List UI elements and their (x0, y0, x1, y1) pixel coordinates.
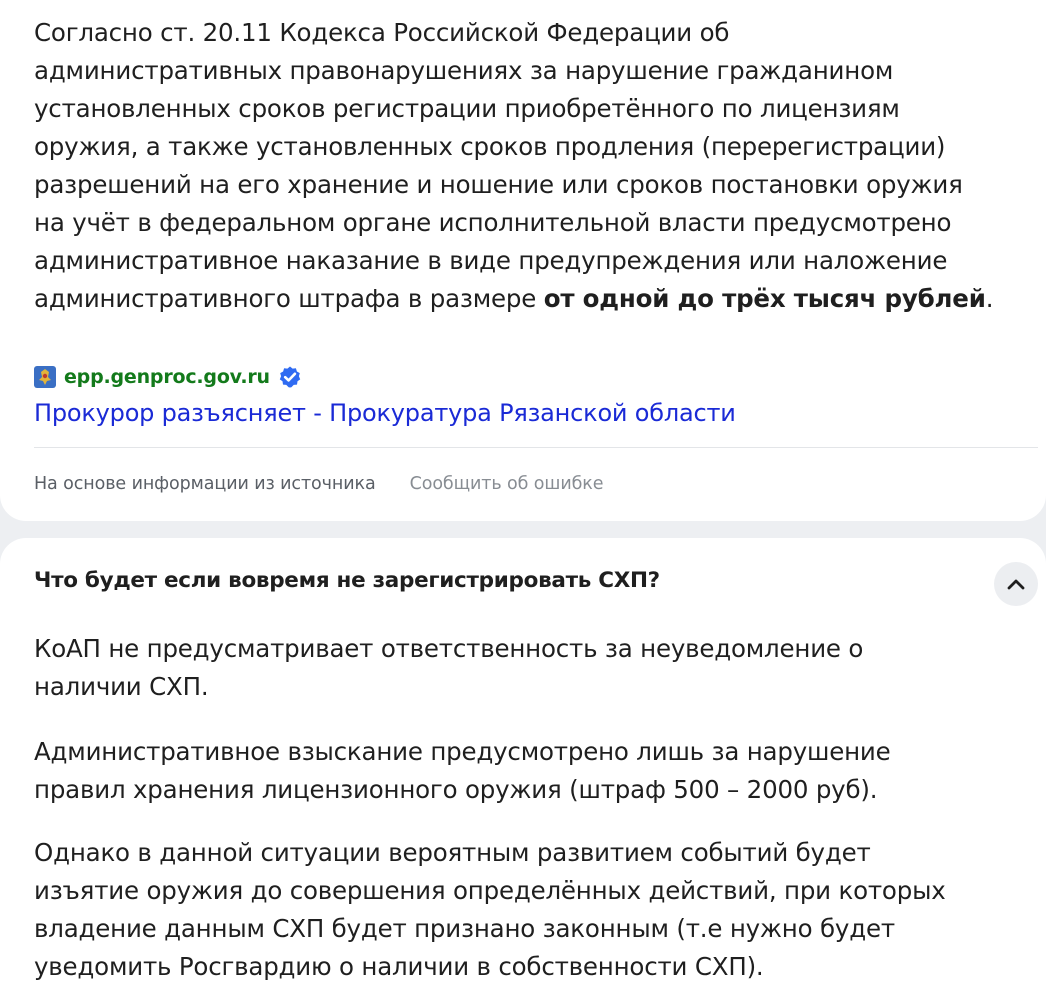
answer-text (34, 14, 1046, 318)
answer-last-prefix: административного штрафа в размере (34, 284, 544, 313)
answer-last-suffix: . (985, 284, 994, 313)
answer-paragraph (34, 630, 863, 706)
paragraph-line: изъятие оружия до совершения определённых действий, при которых (34, 876, 946, 905)
answer-footer (34, 474, 603, 494)
paragraph-line: КоАП не предусматривает ответственность за неуведомление о (34, 634, 864, 663)
paragraph-line: уведомить Росгвардию о наличии в собственности СХП). (34, 952, 764, 981)
source-domain[interactable]: epp.genproc.gov.ru (64, 366, 270, 388)
question-title[interactable]: Что будет если вовремя не зарегистрировать СХП? (34, 568, 660, 593)
paragraph-line: правил хранения лицензионного оружия (штраф 500 – 2000 руб). (34, 775, 878, 804)
answer-paragraph (34, 733, 891, 809)
emblem-icon (34, 366, 56, 388)
divider (34, 447, 1038, 448)
source-row[interactable] (34, 362, 302, 392)
answer-line: на учёт в федеральном органе исполнительной власти предусмотрено (34, 208, 952, 237)
paragraph-line: наличии СХП. (34, 672, 209, 701)
answer-paragraph (34, 834, 946, 986)
answer-line: разрешений на его хранение и ношение или сроков постановки оружия (34, 170, 963, 199)
collapse-button[interactable] (994, 562, 1038, 606)
answer-line: административное наказание в виде предупреждения или наложение (34, 246, 948, 275)
answer-line: оружия, а также установленных сроков продления (перерегистрации) (34, 132, 946, 161)
question-card (0, 538, 1046, 1008)
paragraph-line: Административное взыскание предусмотрено лишь за нарушение (34, 737, 891, 766)
source-info-label: На основе информации из источника (34, 474, 376, 494)
answer-last-line (34, 280, 1046, 318)
paragraph-line: владение данным СХП будет признано законным (т.е нужно будет (34, 914, 895, 943)
report-error-link[interactable]: Сообщить об ошибке (409, 474, 604, 494)
source-title-link[interactable]: Прокурор разъясняет - Прокуратура Рязанской области (34, 399, 736, 427)
answer-line: установленных сроков регистрации приобретённого по лицензиям (34, 94, 900, 123)
fine-amount: от одной до трёх тысяч рублей (543, 284, 986, 313)
answer-line: административных правонарушениях за нарушение гражданином (34, 56, 894, 85)
chevron-up-icon (1007, 575, 1025, 594)
answer-line: Согласно ст. 20.11 Кодекса Российской Федерации об (34, 18, 730, 47)
paragraph-line: Однако в данной ситуации вероятным развитием событий будет (34, 838, 871, 867)
verified-check-icon (278, 365, 302, 389)
